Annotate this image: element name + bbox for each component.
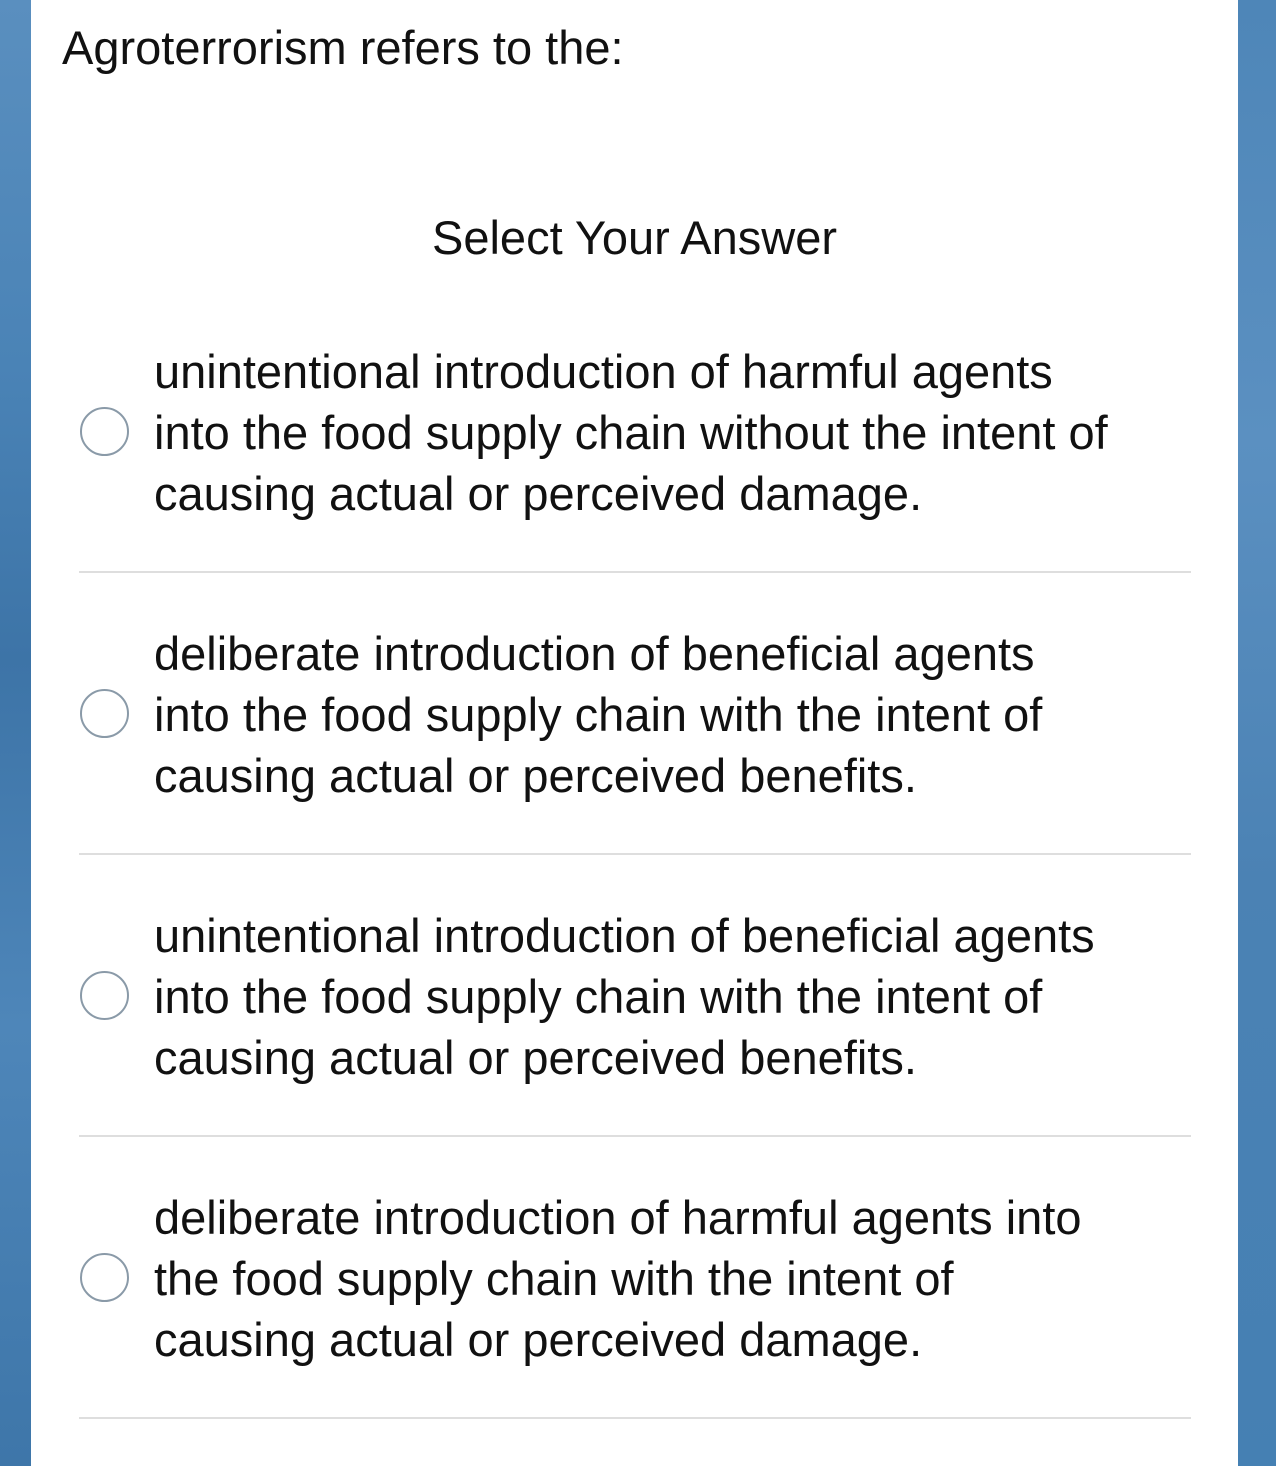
answer-option-text: unintentional introduction of harmful agents into the food supply chain without the intent of causing actual or perceived damage. — [154, 345, 1108, 520]
answer-option-2[interactable] — [79, 573, 1191, 855]
background-left — [0, 0, 31, 1466]
radio-unselected-icon[interactable] — [80, 1253, 129, 1302]
answer-option-4[interactable] — [79, 1137, 1191, 1419]
radio-unselected-icon[interactable] — [80, 407, 129, 456]
answer-option-3[interactable] — [79, 855, 1191, 1137]
answer-option-1[interactable] — [79, 291, 1191, 573]
answer-option-text: unintentional introduction of beneficial agents into the food supply chain with the intent of causing actual or perceived benefits. — [154, 909, 1095, 1084]
radio-unselected-icon[interactable] — [80, 971, 129, 1020]
question-card — [31, 0, 1238, 1466]
question-text: Agroterrorism refers to the: — [62, 21, 624, 74]
radio-unselected-icon[interactable] — [80, 689, 129, 738]
select-answer-prompt: Select Your Answer — [432, 211, 837, 264]
background-right — [1238, 0, 1276, 1466]
answer-option-text: deliberate introduction of beneficial agents into the food supply chain with the intent of causing actual or perceived benefits. — [154, 627, 1043, 802]
answer-option-text: deliberate introduction of harmful agents into the food supply chain with the intent of causing actual or perceived damage. — [154, 1191, 1082, 1366]
